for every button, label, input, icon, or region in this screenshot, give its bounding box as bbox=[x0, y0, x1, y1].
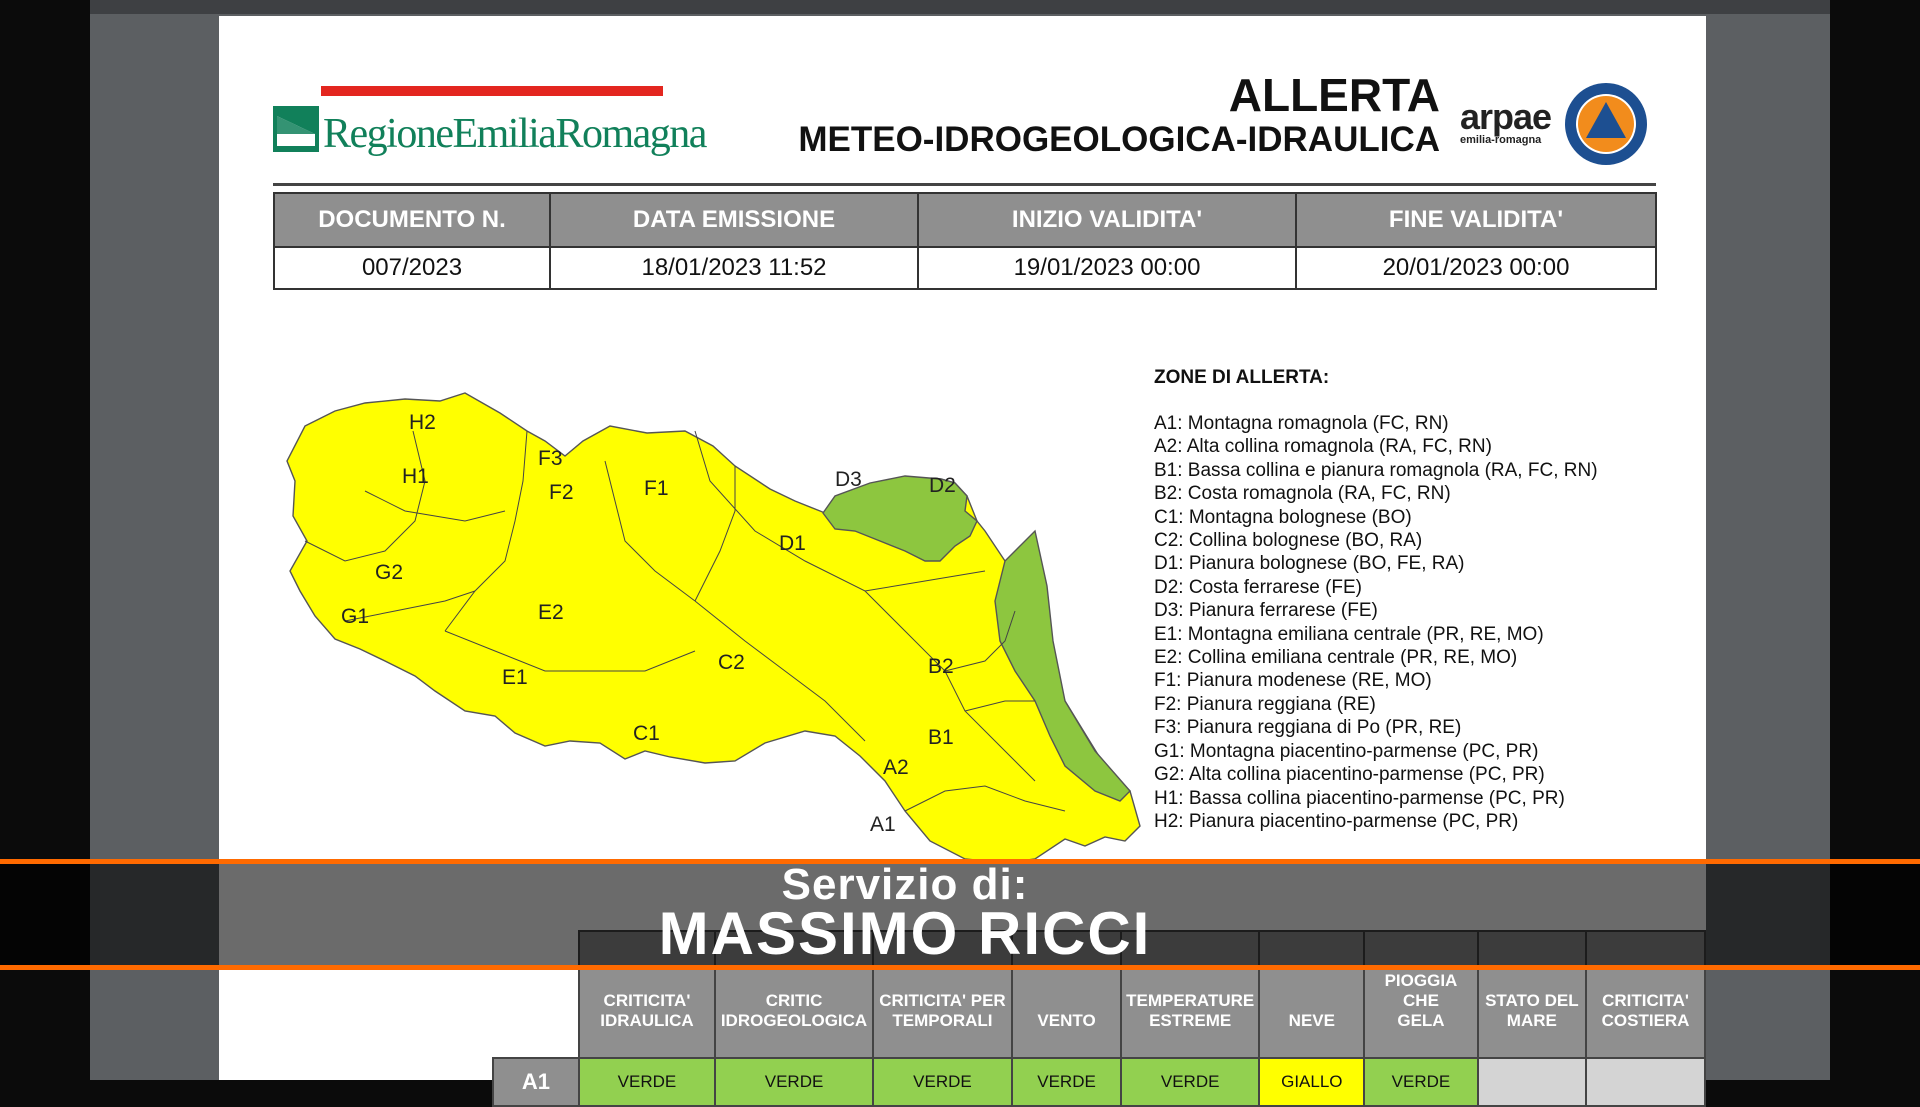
map-label-f2: F2 bbox=[549, 481, 574, 504]
map-label-b2: B2 bbox=[928, 655, 954, 678]
zone-item-b2: B2: Costa romagnola (RA, FC, RN) bbox=[1154, 483, 1451, 505]
map-label-c2: C2 bbox=[718, 651, 745, 674]
logo-red-bar bbox=[321, 86, 663, 96]
map-label-f1: F1 bbox=[644, 477, 669, 500]
risk-header-pioggia-line1: PIOGGIA CHE bbox=[1384, 971, 1458, 1010]
meta-header-emission: DATA EMISSIONE bbox=[550, 193, 918, 247]
risk-header-temperature-line2: ESTREME bbox=[1149, 1011, 1232, 1030]
zone-item-c1: C1: Montagna bolognese (BO) bbox=[1154, 506, 1412, 528]
region-flag-icon bbox=[273, 106, 319, 152]
zone-item-g1: G1: Montagna piacentino-parmense (PC, PR) bbox=[1154, 740, 1539, 762]
map-label-b1: B1 bbox=[928, 726, 954, 749]
meta-validity-end: 20/01/2023 00:00 bbox=[1296, 247, 1656, 289]
meta-header-validity-end: FINE VALIDITA' bbox=[1296, 193, 1656, 247]
regione-emilia-romagna-logo bbox=[273, 86, 706, 162]
zone-item-a2: A2: Alta collina romagnola (RA, FC, RN) bbox=[1154, 436, 1492, 458]
risk-row-zone: A1 bbox=[493, 1058, 579, 1106]
risk-cell-idrogeologica: VERDE bbox=[715, 1058, 873, 1106]
map-label-a2: A2 bbox=[883, 756, 909, 779]
map-label-h2: H2 bbox=[409, 411, 436, 434]
alert-subtitle: METEO-IDROGEOLOGICA-IDRAULICA bbox=[798, 120, 1440, 159]
map-label-f3: F3 bbox=[538, 447, 563, 470]
map-label-e2: E2 bbox=[538, 601, 564, 624]
map-label-g1: G1 bbox=[341, 605, 370, 628]
document-metadata-table bbox=[273, 192, 1657, 290]
risk-header-temperature-line1: TEMPERATURE bbox=[1126, 991, 1255, 1010]
risk-cell-mare bbox=[1478, 1058, 1587, 1106]
zones-list bbox=[1154, 412, 1598, 833]
map-label-d3: D3 bbox=[835, 468, 862, 491]
zone-item-f3: F3: Pianura reggiana di Po (PR, RE) bbox=[1154, 717, 1462, 739]
zone-item-e1: E1: Montagna emiliana centrale (PR, RE, MO) bbox=[1154, 623, 1544, 645]
risk-header-neve-line2: NEVE bbox=[1288, 1011, 1335, 1030]
caption-reporter-name: MASSIMO RICCI bbox=[658, 900, 1152, 967]
zone-item-e2: E2: Collina emiliana centrale (PR, RE, MO) bbox=[1154, 647, 1518, 669]
risk-header-idraulica-line1: CRITICITA' bbox=[603, 991, 691, 1010]
alert-title: ALLERTA bbox=[1228, 69, 1440, 121]
civil-protection-icon bbox=[1564, 82, 1648, 166]
arpae-logo-text: arpae bbox=[1460, 96, 1552, 137]
risk-header-pioggia-line2: GELA bbox=[1397, 1011, 1445, 1030]
risk-cell-costiera bbox=[1586, 1058, 1705, 1106]
zone-item-f2: F2: Pianura reggiana (RE) bbox=[1154, 693, 1376, 715]
zone-item-g2: G2: Alta collina piacentino-parmense (PC, PR) bbox=[1154, 764, 1545, 786]
meta-header-document: DOCUMENTO N. bbox=[274, 193, 550, 247]
map-label-e1: E1 bbox=[502, 666, 528, 689]
risk-header-mare-line1: STATO DEL bbox=[1485, 991, 1579, 1010]
map-label-g2: G2 bbox=[375, 561, 404, 584]
zone-item-d2: D2: Costa ferrarese (FE) bbox=[1154, 576, 1362, 598]
arpae-logo bbox=[1460, 96, 1560, 166]
meta-validity-start: 19/01/2023 00:00 bbox=[918, 247, 1296, 289]
zone-item-c2: C2: Collina bolognese (BO, RA) bbox=[1154, 530, 1423, 552]
risk-cell-pioggia: VERDE bbox=[1364, 1058, 1477, 1106]
map-label-a1: A1 bbox=[870, 813, 896, 836]
map-label-d1: D1 bbox=[779, 532, 806, 555]
caption-service-label: Servizio di: bbox=[781, 860, 1029, 909]
risk-header-costiera-line1: CRITICITA' bbox=[1602, 991, 1689, 1010]
arpae-logo-subtext: emilia-romagna bbox=[1460, 134, 1542, 146]
risk-header-idrogeologica-line2: IDROGEOLOGICA bbox=[720, 1011, 868, 1030]
risk-header-mare-line2: MARE bbox=[1506, 1011, 1557, 1030]
zones-title: ZONE DI ALLERTA: bbox=[1154, 367, 1330, 388]
risk-cell-temperature: VERDE bbox=[1121, 1058, 1259, 1106]
risk-header-costiera-line2: COSTIERA bbox=[1601, 1011, 1690, 1030]
meta-header-validity-start: INIZIO VALIDITA' bbox=[918, 193, 1296, 247]
meta-emission-date: 18/01/2023 11:52 bbox=[550, 247, 918, 289]
risk-header-temporali-line2: TEMPORALI bbox=[892, 1011, 993, 1030]
risk-header-idrogeologica-line1: CRITIC bbox=[765, 991, 823, 1010]
map-label-c1: C1 bbox=[633, 722, 660, 745]
zone-item-d1: D1: Pianura bolognese (BO, FE, RA) bbox=[1154, 553, 1465, 575]
risk-cell-temporali: VERDE bbox=[873, 1058, 1012, 1106]
zone-item-a1: A1: Montagna romagnola (FC, RN) bbox=[1154, 413, 1449, 434]
zone-item-h2: H2: Pianura piacentino-parmense (PC, PR) bbox=[1154, 810, 1519, 832]
region-logo-text: RegioneEmiliaRomagna bbox=[323, 111, 706, 157]
map-label-d2: D2 bbox=[929, 474, 956, 497]
risk-header-vento-line2: VENTO bbox=[1037, 1011, 1096, 1030]
zone-item-h1: H1: Bassa collina piacentino-parmense (PC, PR) bbox=[1154, 787, 1565, 809]
risk-header-idraulica-line2: IDRAULICA bbox=[600, 1011, 694, 1030]
zone-item-b1: B1: Bassa collina e pianura romagnola (RA, FC, RN) bbox=[1154, 459, 1598, 481]
meta-document-number: 007/2023 bbox=[274, 247, 550, 289]
header-divider bbox=[273, 183, 1656, 186]
zone-item-f1: F1: Pianura modenese (RE, MO) bbox=[1154, 670, 1432, 692]
map-label-h1: H1 bbox=[402, 465, 429, 488]
video-frame-top-bar bbox=[90, 0, 1830, 14]
risk-cell-neve: GIALLO bbox=[1259, 1058, 1364, 1106]
risk-header-temporali-line1: CRITICITA' PER bbox=[879, 991, 1006, 1010]
risk-cell-vento: VERDE bbox=[1012, 1058, 1121, 1106]
table-row bbox=[493, 1058, 1705, 1106]
risk-cell-idraulica: VERDE bbox=[579, 1058, 715, 1106]
zone-item-d3: D3: Pianura ferrarese (FE) bbox=[1154, 600, 1378, 622]
